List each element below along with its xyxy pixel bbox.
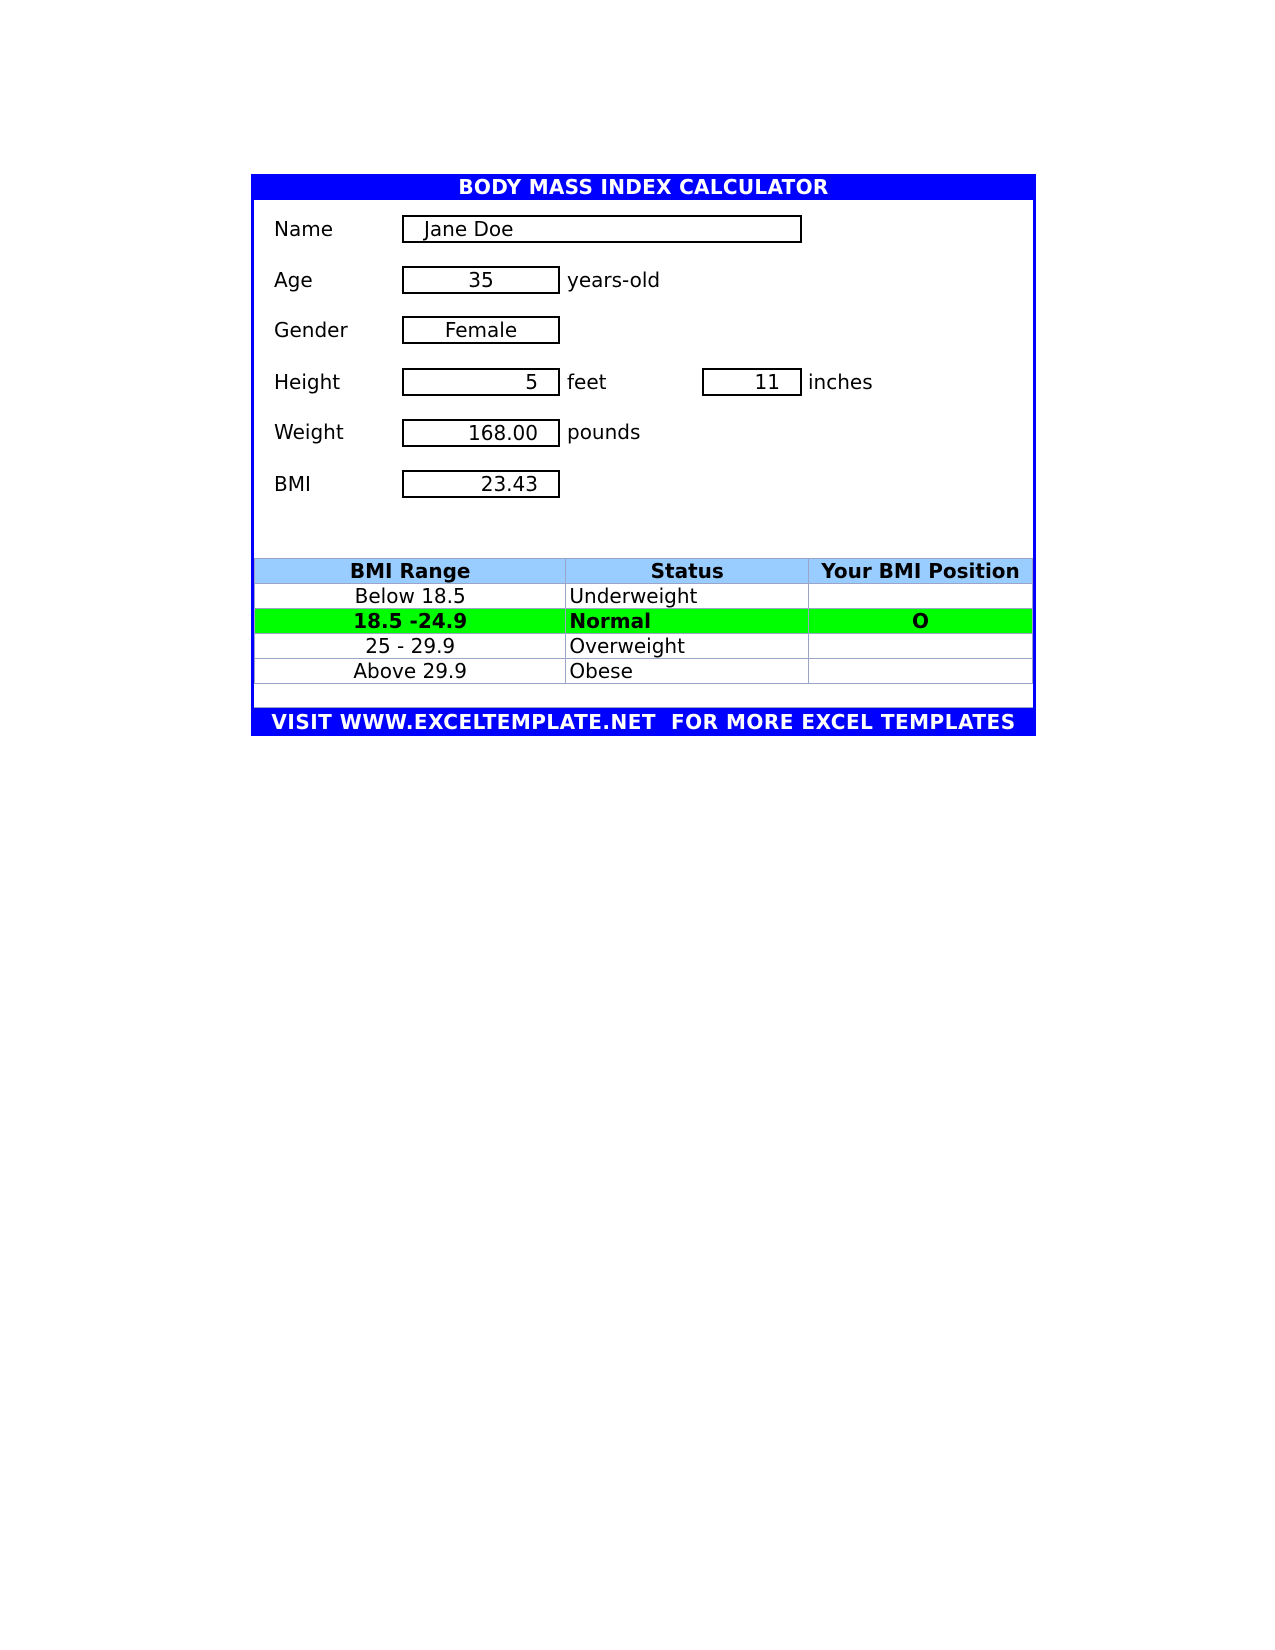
height-label: Height (274, 370, 341, 394)
range-cell: Above 29.9 (255, 659, 566, 684)
weight-field[interactable]: 168.00 (402, 419, 560, 447)
range-cell: Below 18.5 (255, 584, 566, 609)
sheet-title: BODY MASS INDEX CALCULATOR (251, 174, 1036, 200)
name-field[interactable]: Jane Doe (402, 215, 802, 243)
table-row (255, 634, 1033, 659)
weight-label: Weight (274, 420, 344, 444)
table-header-row (255, 559, 1033, 584)
table-row-highlighted (255, 609, 1033, 634)
bmi-label: BMI (274, 472, 311, 496)
status-cell: Obese (566, 659, 809, 684)
weight-unit: pounds (567, 420, 641, 444)
gender-label: Gender (274, 318, 348, 342)
height-inches-unit: inches (808, 370, 873, 394)
bmi-result-field: 23.43 (402, 470, 560, 498)
height-feet-unit: feet (567, 370, 607, 394)
height-feet-field[interactable]: 5 (402, 368, 560, 396)
table-row (255, 584, 1033, 609)
position-cell (809, 584, 1033, 609)
status-cell: Overweight (566, 634, 809, 659)
bmi-calculator-sheet (251, 174, 1036, 736)
header-your-bmi-position: Your BMI Position (809, 559, 1033, 584)
range-cell: 25 - 29.9 (255, 634, 566, 659)
age-unit: years-old (567, 268, 661, 292)
age-field[interactable]: 35 (402, 266, 560, 294)
table-row (255, 659, 1033, 684)
name-label: Name (274, 217, 334, 241)
position-cell (809, 659, 1033, 684)
bmi-range-table (254, 558, 1033, 684)
gender-field[interactable]: Female (402, 316, 560, 344)
header-status: Status (566, 559, 809, 584)
status-cell: Normal (566, 609, 809, 634)
blank-row (254, 683, 1033, 708)
status-cell: Underweight (566, 584, 809, 609)
header-bmi-range: BMI Range (255, 559, 566, 584)
footer-link-banner[interactable]: VISIT WWW.EXCELTEMPLATE.NET FOR MORE EXCEL TEMPLATES (251, 708, 1036, 736)
age-label: Age (274, 268, 313, 292)
position-cell (809, 634, 1033, 659)
range-cell: 18.5 -24.9 (255, 609, 566, 634)
position-marker: O (809, 609, 1033, 634)
height-inches-field[interactable]: 11 (702, 368, 802, 396)
